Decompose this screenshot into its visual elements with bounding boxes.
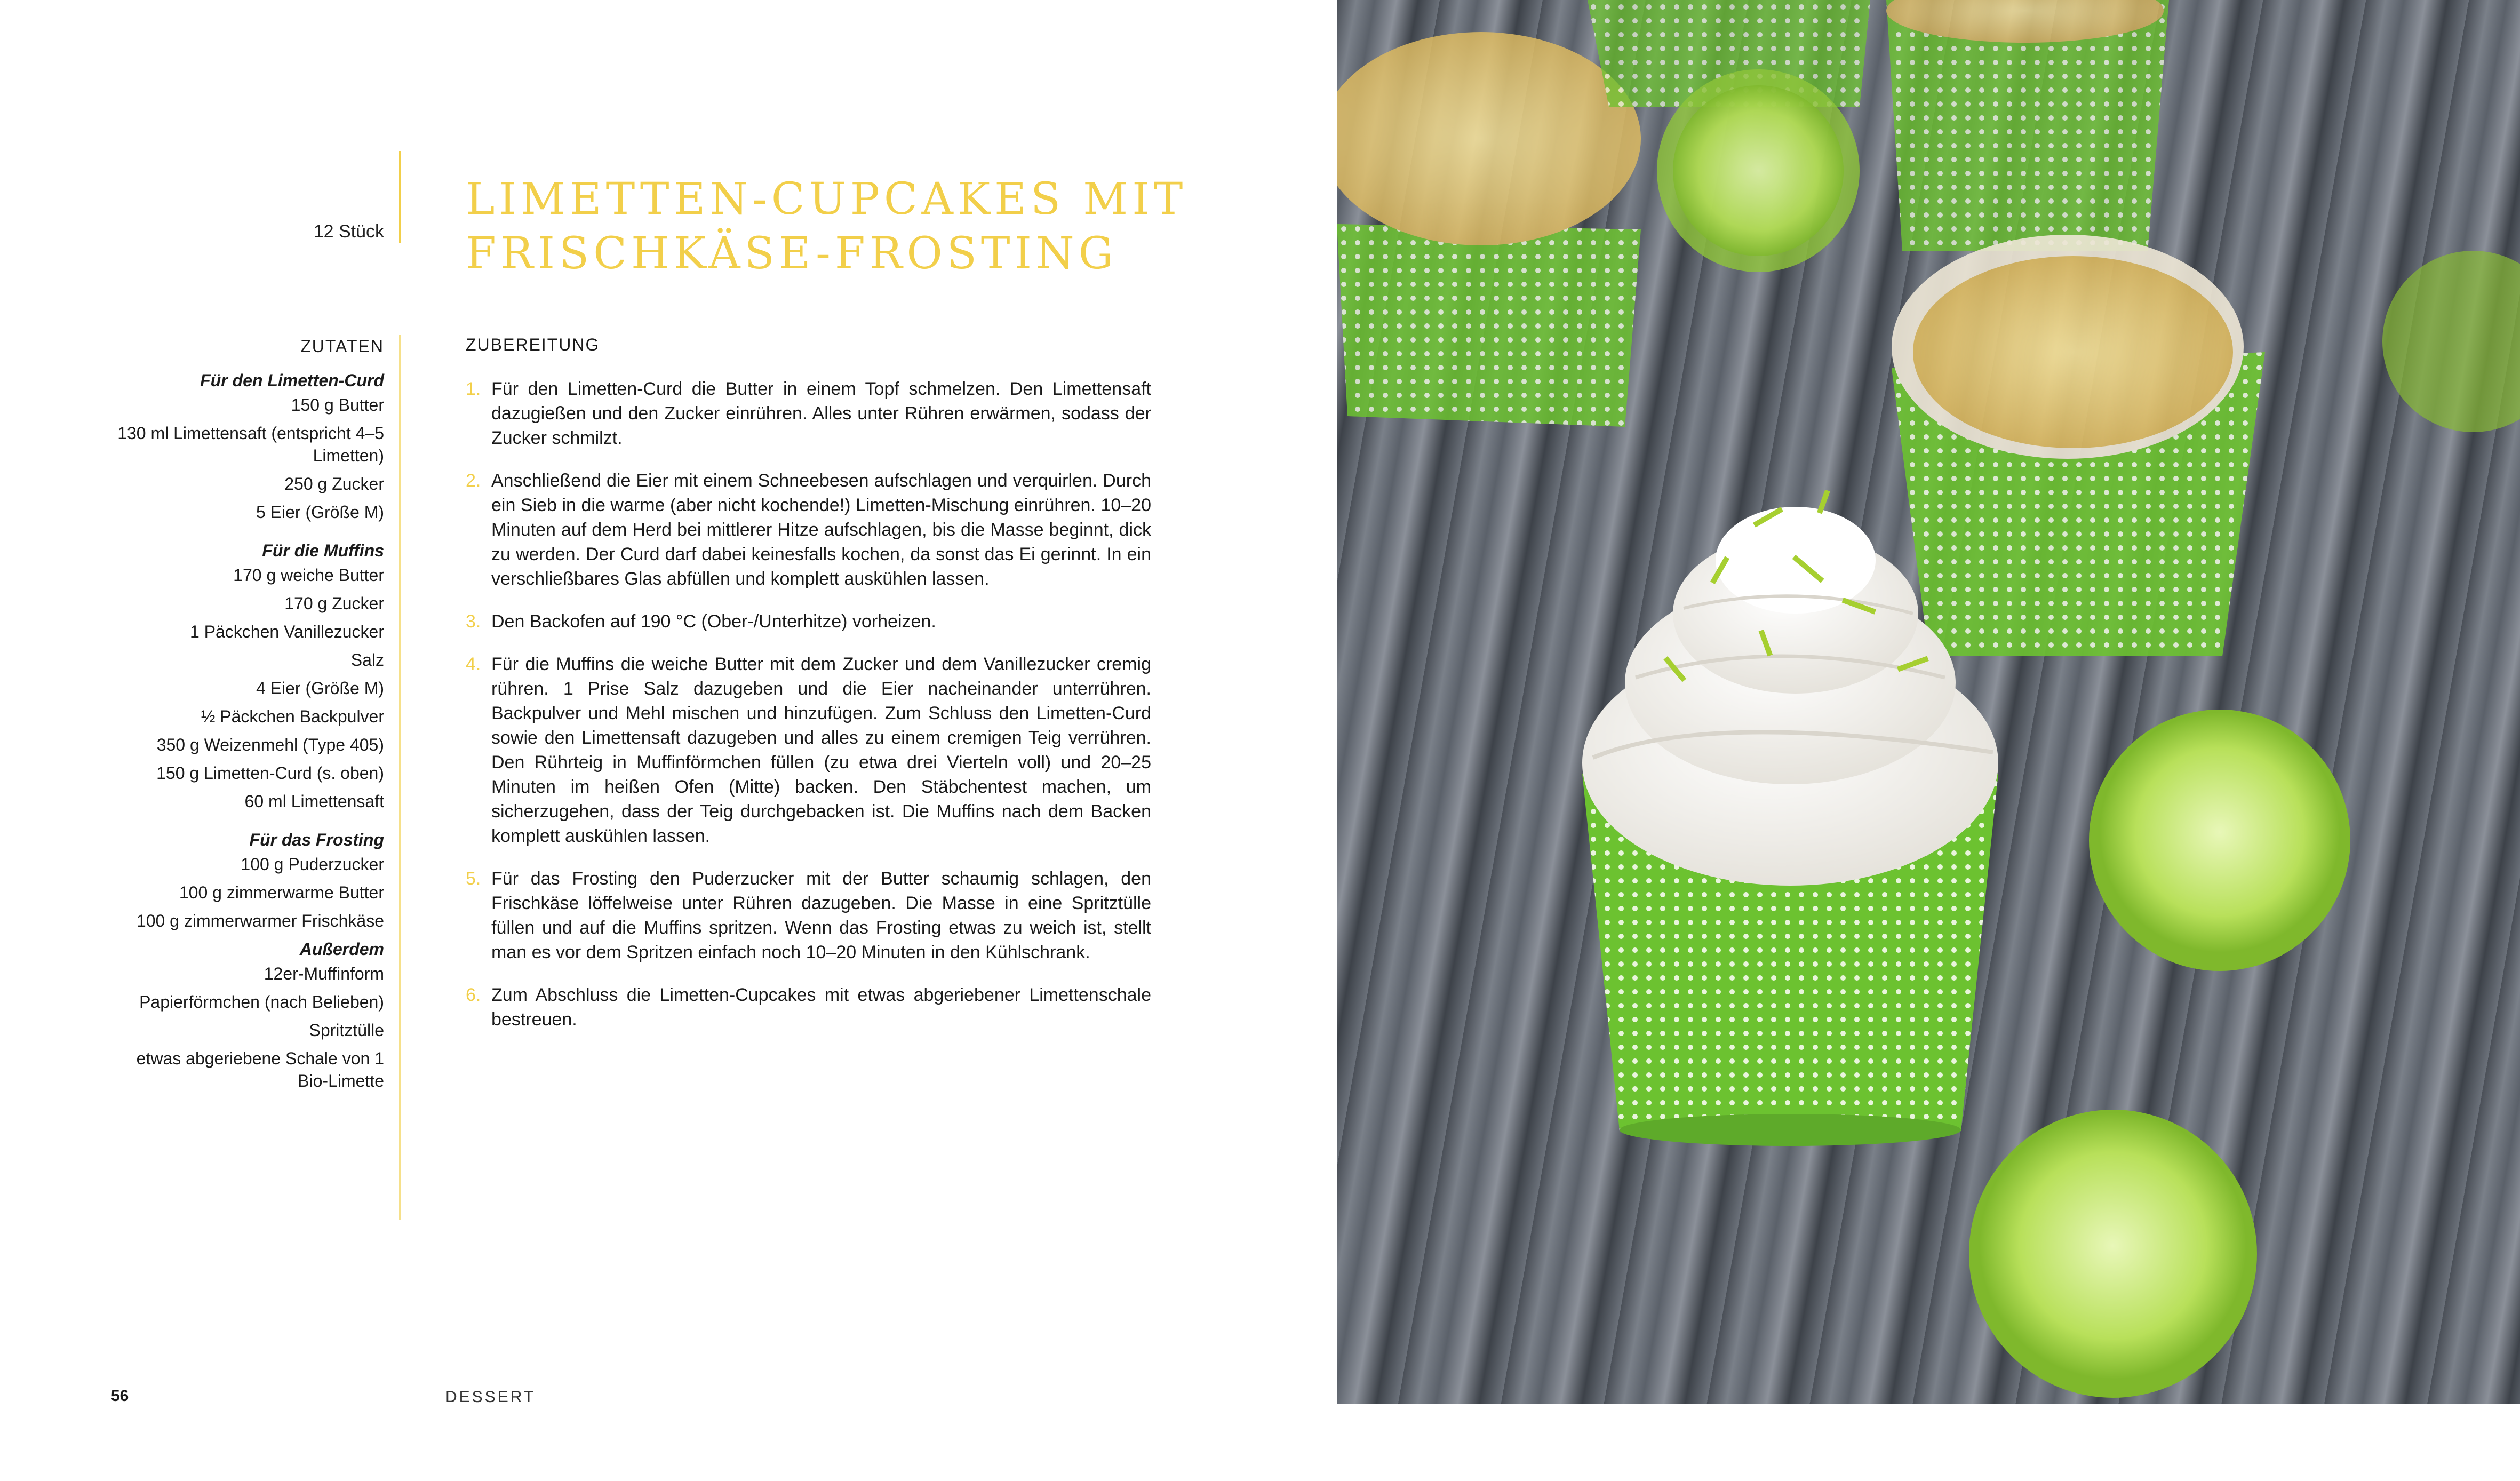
recipe-yield: 12 Stück [313, 221, 384, 242]
page-number: 56 [111, 1387, 129, 1405]
step-text: Für den Limetten-Curd die Butter in einem Topf schmelzen. Den Limettensaft dazugießen und den Zucker einrühren. Alles unter Rühren erwärmen, sodass der Zucker schmilzt. [491, 379, 1151, 448]
title-divider [399, 151, 401, 243]
ingredient-item: 12er-Muffinform [264, 964, 384, 983]
cupcake-photo [1337, 0, 2520, 1404]
preparation-steps [466, 377, 1151, 1050]
step-number: 5. [466, 869, 481, 889]
ingredient-group-title: Für die Muffins [262, 541, 384, 560]
background-cupcake [1892, 235, 2265, 656]
step-number: 1. [466, 379, 481, 399]
ingredients-divider [399, 335, 401, 1220]
ingredient-item: Papierförmchen (nach Belieben) [139, 992, 384, 1012]
ingredient-group-title: Außerdem [299, 939, 384, 959]
step-number: 2. [466, 471, 481, 491]
step-text: Für das Frosting den Puderzucker mit der Butter schaumig schlagen, den Frischkäse löffelweise unter Rühren dazugeben. Die Masse in eine Spritztülle füllen und auf die Muffins spritzen. Wenn das Frosting etwas zu weich ist, stellt man es vor dem Spritzen einfach noch 10–20 Minuten in den Kühlschrank. [491, 869, 1151, 962]
lime-whole [2382, 251, 2520, 432]
preparation-heading: ZUBEREITUNG [466, 335, 600, 354]
ingredient-item: 170 g weiche Butter [233, 566, 384, 585]
lime-half [1673, 85, 1844, 256]
lime-half [2100, 712, 2340, 952]
step-text: Für die Muffins die weiche Butter mit dem Zucker und dem Vanillezucker cremig rühren. 1 Prise Salz dazugeben und die Eier nacheinander unterrühren. Backpulver und Mehl mischen und hinzufügen. Zum Schluss den Limetten-Curd sowie den Limettensaft dazugeben und alles zu einem cremigen Teig verrühren. Den Rührteig in Muffinförmchen füllen (zu etwa drei Vierteln voll) und 20–25 Minuten im heißen Ofen (Mitte) backen. Den Stäbchentest machen, um sicherzugehen, dass der Teig durchgebacken ist. Die Muffins nach dem Backen komplett auskühlen lassen. [491, 654, 1151, 846]
ingredient-item: Spritztülle [309, 1021, 384, 1040]
section-name: DESSERT [445, 1388, 536, 1406]
cupcake-illustration [1337, 0, 2520, 1404]
ingredient-item: ½ Päckchen Backpulver [201, 707, 384, 726]
ingredient-item: 4 Eier (Größe M) [256, 679, 384, 698]
ingredient-item: 1 Päckchen Vanillezucker [189, 622, 384, 641]
ingredient-item: 170 g Zucker [284, 594, 384, 613]
ingredient-item: 150 g Butter [291, 395, 384, 415]
lime-half [1980, 1112, 2246, 1379]
step-number: 4. [466, 654, 481, 674]
ingredient-item: 100 g zimmerwarme Butter [179, 883, 384, 902]
ingredient-group-title: Für den Limetten-Curd [200, 371, 384, 390]
background-cupcake [1886, 0, 2169, 251]
background-cupcake [1337, 32, 1641, 427]
preparation-step [466, 609, 1151, 634]
ingredient-item: 150 g Limetten-Curd (s. oben) [156, 763, 384, 783]
ingredient-item: 100 g Puderzucker [241, 855, 384, 874]
ingredient-item: 250 g Zucker [284, 474, 384, 493]
ingredient-group-title: Für das Frosting [249, 830, 384, 849]
preparation-step [466, 652, 1151, 848]
preparation-step [466, 866, 1151, 965]
ingredient-item: 130 ml Limettensaft (entspricht 4–5 Limetten) [117, 424, 384, 465]
ingredient-item: 5 Eier (Größe M) [256, 503, 384, 522]
ingredient-item: 350 g Weizenmehl (Type 405) [156, 735, 384, 754]
step-text: Anschließend die Eier mit einem Schneebesen aufschlagen und verquirlen. Durch ein Sieb in die warme (aber nicht kochende!) Limetten-Mischung einrühren. 10–20 Minuten auf dem Herd bei mittlerer Hitze aufschlagen, bis die Masse beginnt, dick zu werden. Der Curd darf dabei keinesfalls kochen, da sonst das Ei gerinnt. In ein verschließbares Glas abfüllen und komplett auskühlen lassen. [491, 471, 1151, 589]
step-number: 6. [466, 985, 481, 1005]
page-bottom-margin [1337, 1404, 2520, 1481]
ingredients-list [117, 335, 384, 1098]
ingredient-item: etwas abgeriebene Schale von 1 Bio-Limette [136, 1049, 384, 1090]
preparation-step [466, 983, 1151, 1032]
ingredient-item: Salz [350, 650, 384, 670]
ingredient-item: 100 g zimmerwarmer Frischkäse [136, 911, 384, 930]
step-text: Den Backofen auf 190 °C (Ober-/Unterhitze) vorheizen. [491, 611, 936, 632]
step-number: 3. [466, 611, 481, 632]
step-text: Zum Abschluss die Limetten-Cupcakes mit etwas abgeriebener Limettenschale bestreuen. [491, 985, 1151, 1030]
preparation-step [466, 377, 1151, 450]
recipe-title: LIMETTEN-CUPCAKES MIT FRISCHKÄSE-FROSTING [466, 173, 1187, 279]
ingredient-item: 60 ml Limettensaft [244, 792, 384, 811]
preparation-step [466, 468, 1151, 591]
ingredients-heading: ZUTATEN [300, 337, 384, 356]
